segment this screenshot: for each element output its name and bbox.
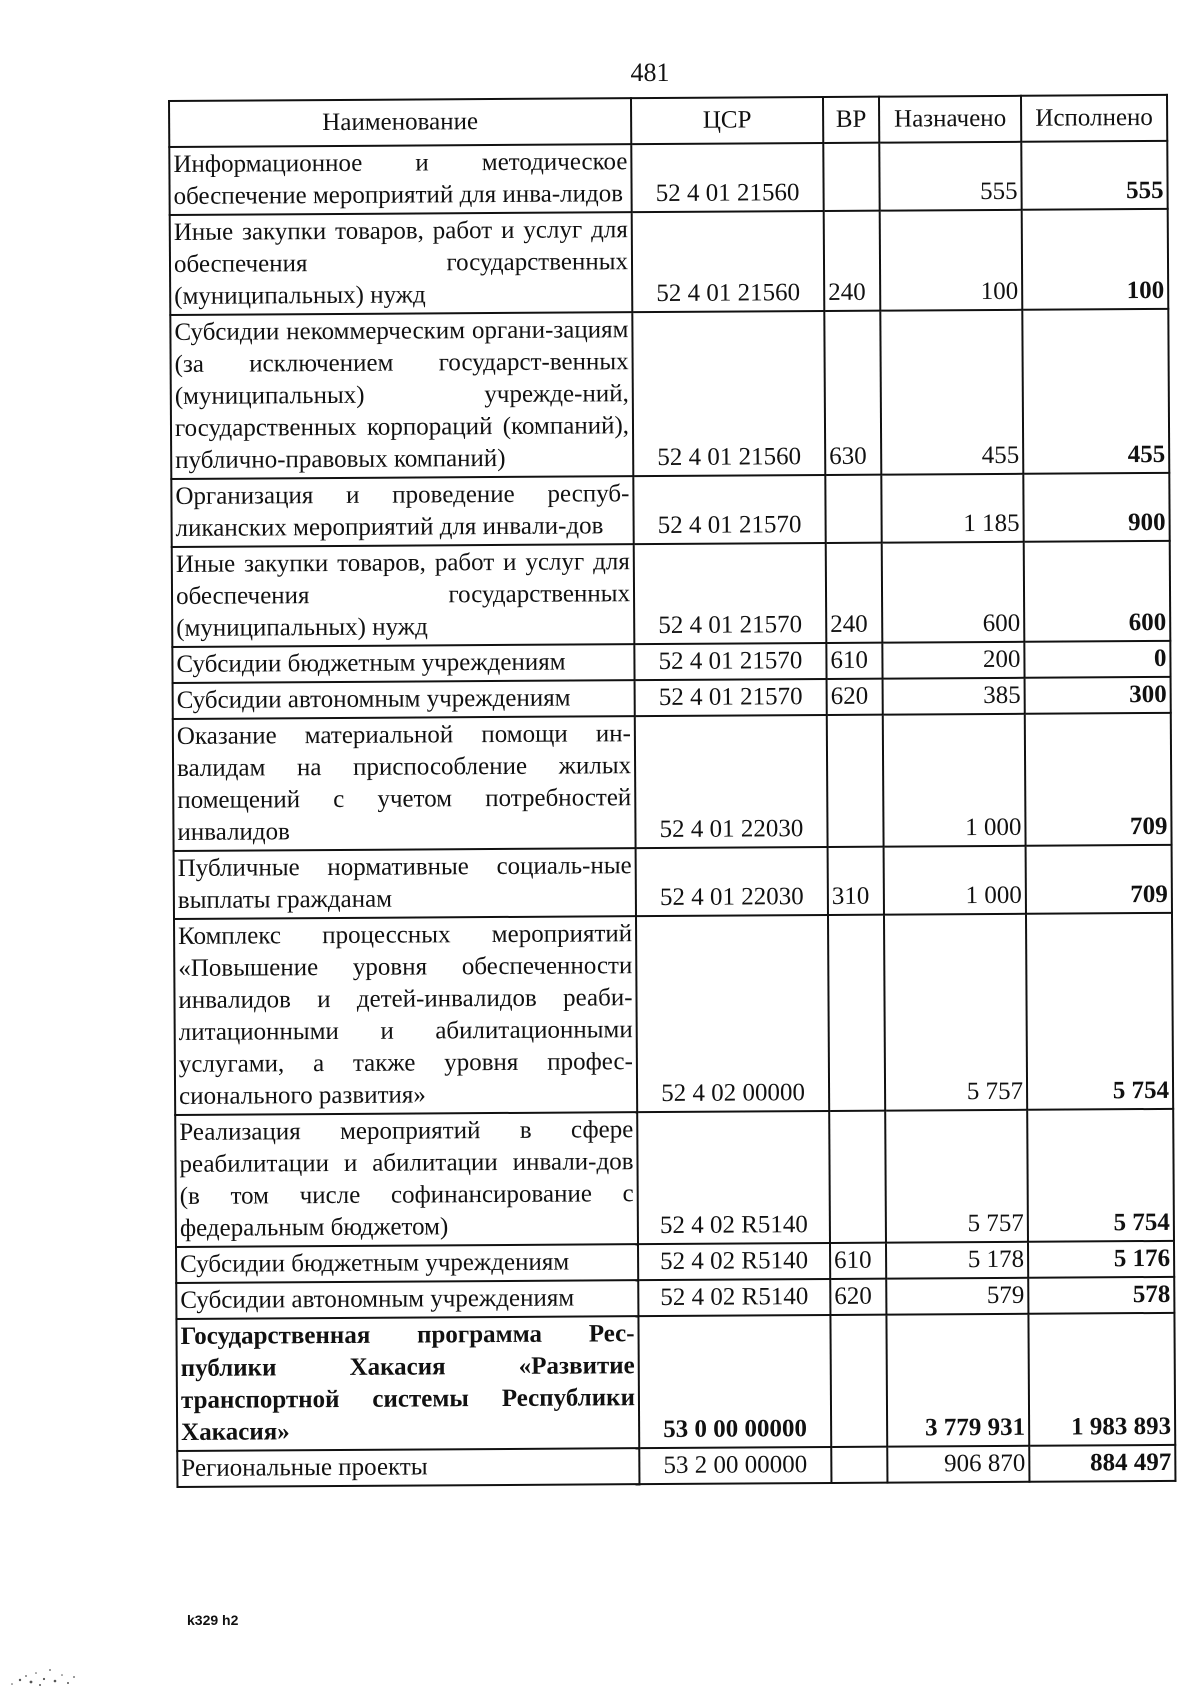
row-name-cell: Информационное и методическое обеспечение мероприятий для инва-лидов	[169, 144, 631, 215]
table-row	[173, 713, 1172, 851]
row-name-cell: Субсидии автономным учреждениям	[173, 680, 635, 719]
row-name-cell: Организация и проведение респуб-ликанских мероприятий для инвали-дов	[171, 476, 633, 547]
header-planned: Назначено	[879, 96, 1021, 143]
table-row	[169, 141, 1167, 215]
table-row	[177, 1445, 1175, 1487]
row-executed-cell: 600	[1024, 541, 1171, 642]
table-header-row	[169, 95, 1167, 147]
row-vr-cell: 620	[830, 1279, 886, 1315]
row-executed-cell: 5 754	[1027, 1109, 1174, 1242]
row-vr-cell: 630	[824, 311, 881, 475]
table-row	[171, 473, 1169, 547]
row-vr-cell: 240	[824, 211, 881, 311]
row-vr-cell	[828, 915, 885, 1111]
row-executed-cell: 578	[1028, 1277, 1174, 1314]
table-body	[169, 141, 1175, 1487]
table-row	[172, 541, 1171, 647]
row-vr-cell	[827, 715, 884, 847]
row-name-cell: Субсидии автономным учреждениям	[176, 1280, 638, 1319]
row-vr-cell: 310	[828, 847, 884, 915]
header-vr: ВР	[823, 97, 879, 143]
row-executed-cell: 884 497	[1029, 1445, 1175, 1482]
row-name-cell: Субсидии бюджетным учреждениям	[176, 1244, 638, 1283]
row-csr-cell: 52 4 01 21560	[632, 211, 825, 312]
page-number: 481	[630, 58, 670, 87]
table-row	[170, 209, 1169, 315]
budget-table	[168, 94, 1176, 1488]
row-planned-cell: 100	[880, 210, 1023, 311]
table-row	[170, 309, 1169, 479]
row-name-cell: Субсидии бюджетным учреждениям	[172, 644, 634, 683]
row-vr-cell: 620	[827, 679, 883, 715]
row-csr-cell: 52 4 01 21570	[634, 643, 826, 680]
row-csr-cell: 52 4 01 21570	[634, 543, 827, 644]
row-executed-cell: 300	[1025, 677, 1171, 714]
footer-code: k329 h2	[187, 1612, 239, 1628]
row-vr-cell: 240	[826, 543, 883, 643]
row-name-cell: Оказание материальной помощи ин-валидам на приспособление жилых помещений с учетом потребностей инвалидов	[173, 716, 636, 851]
row-vr-cell	[829, 1111, 886, 1243]
row-name-cell: Иные закупки товаров, работ и услуг для обеспечения государственных (муниципальных) нужд	[172, 544, 635, 647]
row-planned-cell: 5 757	[885, 1110, 1028, 1243]
row-name-cell: Иные закупки товаров, работ и услуг для обеспечения государственных (муниципальных) нужд	[170, 212, 633, 315]
row-vr-cell	[830, 1315, 887, 1447]
row-name-cell: Публичные нормативные социаль-ные выплаты гражданам	[174, 848, 636, 919]
table-row	[175, 1109, 1174, 1247]
row-executed-cell: 5 754	[1026, 913, 1173, 1110]
table-row	[174, 845, 1172, 919]
row-vr-cell	[825, 475, 881, 543]
row-executed-cell: 455	[1022, 309, 1169, 474]
row-executed-cell: 709	[1025, 713, 1172, 846]
table-row	[176, 1313, 1175, 1451]
row-planned-cell: 3 779 931	[886, 1314, 1029, 1447]
row-csr-cell: 52 4 02 R5140	[637, 1111, 830, 1244]
table-row	[172, 641, 1170, 683]
scan-noise-mark	[0, 1640, 90, 1686]
row-executed-cell: 0	[1024, 641, 1170, 678]
row-csr-cell: 52 4 02 R5140	[638, 1243, 830, 1280]
row-planned-cell: 555	[879, 142, 1021, 211]
header-executed: Исполнено	[1021, 95, 1167, 142]
row-csr-cell: 53 2 00 00000	[639, 1447, 831, 1484]
row-csr-cell: 52 4 01 22030	[636, 847, 828, 916]
row-name-cell: Государственная программа Рес-публики Хакасия «Развитие транспортной системы Республики Хакасия»	[176, 1316, 639, 1451]
row-planned-cell: 579	[886, 1278, 1028, 1315]
row-vr-cell	[823, 143, 879, 211]
row-csr-cell: 52 4 02 00000	[636, 915, 829, 1112]
row-planned-cell: 1 000	[883, 714, 1026, 847]
row-executed-cell: 555	[1021, 141, 1167, 210]
table-row	[176, 1277, 1174, 1319]
table-row	[176, 1241, 1174, 1283]
row-vr-cell: 610	[826, 643, 882, 679]
row-csr-cell: 52 4 01 21560	[631, 143, 823, 212]
row-name-cell: Комплекс процессных мероприятий «Повышение уровня обеспеченности инвалидов и детей-инвалидов реаби-литационными и абилитационными услугами, а также уровня профес-сионального развития»	[174, 916, 637, 1115]
row-name-cell: Региональные проекты	[177, 1448, 639, 1487]
row-planned-cell: 455	[880, 310, 1023, 475]
row-executed-cell: 1 983 893	[1028, 1313, 1175, 1446]
row-vr-cell	[831, 1447, 887, 1483]
row-csr-cell: 52 4 01 22030	[635, 715, 828, 848]
row-executed-cell: 100	[1022, 209, 1169, 310]
row-csr-cell: 52 4 01 21570	[633, 475, 825, 544]
row-csr-cell: 53 0 00 00000	[638, 1315, 831, 1448]
row-executed-cell: 5 176	[1028, 1241, 1174, 1278]
row-planned-cell: 5 757	[884, 914, 1027, 1111]
row-planned-cell: 1 000	[884, 846, 1026, 915]
row-planned-cell: 600	[882, 542, 1025, 643]
row-planned-cell: 200	[882, 642, 1024, 679]
row-csr-cell: 52 4 01 21560	[632, 311, 825, 476]
row-name-cell: Реализация мероприятий в сфере реабилитации и абилитации инвали-дов (в том числе софинансирование с федеральным бюджетом)	[175, 1112, 638, 1247]
row-executed-cell: 709	[1026, 845, 1172, 914]
row-name-cell: Субсидии некоммерческим органи-зациям (за исключением государст-венных (муниципальных) учрежде-ний, государственных корпораций (компаний), публично-правовых компаний)	[170, 312, 633, 479]
table-row	[173, 677, 1171, 719]
row-vr-cell: 610	[830, 1243, 886, 1279]
row-planned-cell: 385	[883, 678, 1025, 715]
header-name: Наименование	[169, 98, 631, 147]
header-csr: ЦСР	[631, 97, 823, 144]
row-planned-cell: 5 178	[886, 1242, 1028, 1279]
table-row	[174, 913, 1173, 1115]
row-csr-cell: 52 4 02 R5140	[638, 1279, 830, 1316]
row-executed-cell: 900	[1023, 473, 1169, 542]
row-planned-cell: 1 185	[881, 474, 1023, 543]
row-planned-cell: 906 870	[887, 1446, 1029, 1483]
row-csr-cell: 52 4 01 21570	[635, 679, 827, 716]
